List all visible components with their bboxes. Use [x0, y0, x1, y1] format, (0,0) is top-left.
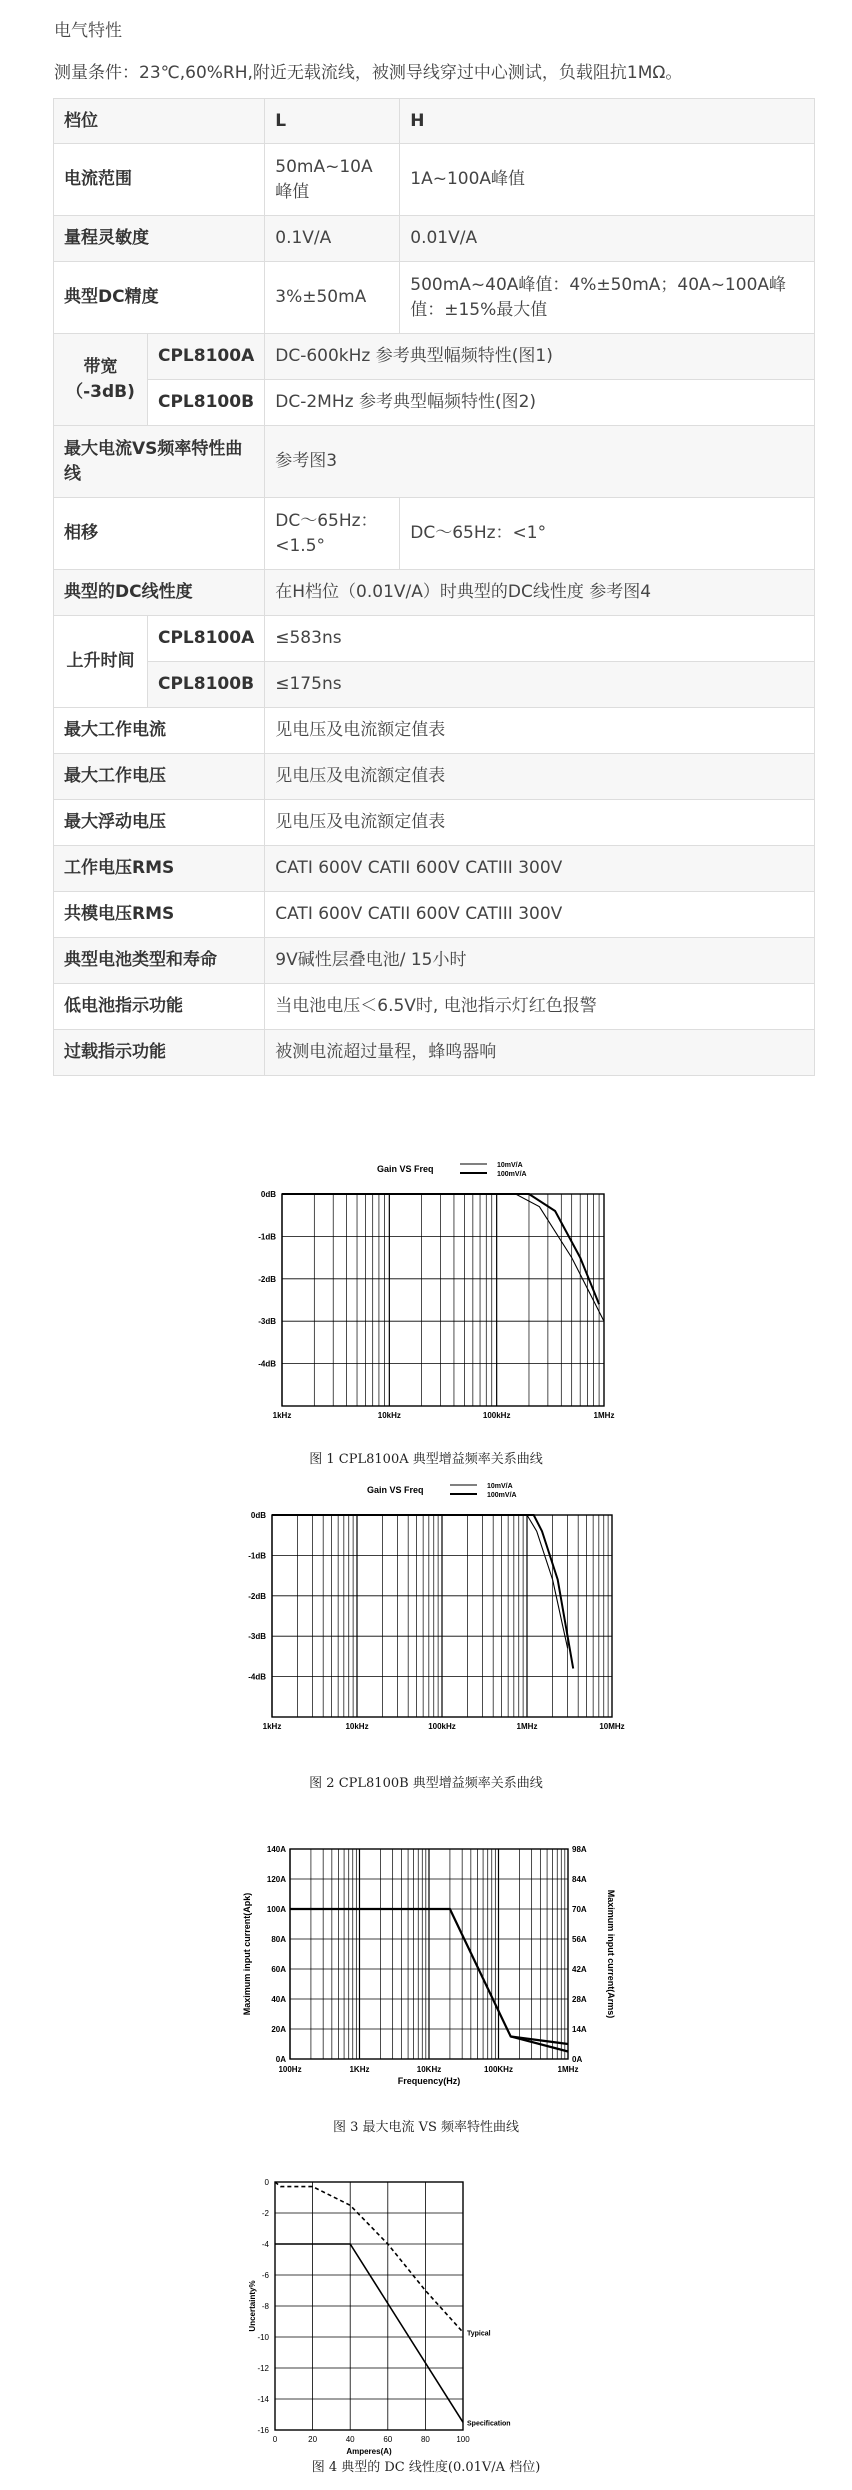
figure4-caption: 图 4 典型的 DC 线性度(0.01V/A 档位)	[311, 2460, 541, 2475]
figure1-caption: 图 1 CPL8100A 典型增益频率关系曲线	[309, 1452, 543, 1467]
test-condition: 测量条件：23℃,60%RH,附近无载流线，被测导线穿过中心测试，负载阻抗1MΩ。	[54, 63, 683, 83]
chart-title: Gain VS Freq	[367, 1485, 424, 1495]
spec-table	[53, 98, 815, 1076]
legend-label: 100mV/A	[497, 1171, 527, 1178]
legend-label: 100mV/A	[487, 1492, 517, 1499]
y-tick-label: -4dB	[248, 1672, 266, 1682]
y2-tick-label: 84A	[572, 1875, 587, 1884]
y-tick-label: -2	[261, 2209, 269, 2218]
y-tick-label: -1dB	[258, 1232, 276, 1242]
y-tick-label: -6	[261, 2271, 269, 2280]
y-tick-label: -8	[261, 2302, 269, 2311]
y-tick-label: 0dB	[250, 1511, 266, 1520]
y2-tick-label: 0A	[572, 2055, 583, 2064]
y-tick-label: -3dB	[248, 1632, 266, 1642]
y-tick-label: 60A	[271, 1965, 286, 1974]
table-row: 带宽（-3dB) CPL8100A DC-600kHz 参考典型幅频特性(图1)	[54, 334, 815, 380]
x-tick-label: 10kHz	[377, 1411, 401, 1420]
x-tick-label: 60	[383, 2435, 393, 2444]
table-row: CPL8100B ≤175ns	[54, 662, 815, 708]
x-tick-label: 100kHz	[428, 1722, 456, 1731]
section-heading: 电气特性	[54, 21, 122, 41]
y-tick-label: -4dB	[258, 1359, 276, 1369]
y-tick-label: -1dB	[248, 1551, 266, 1561]
y2-tick-label: 56A	[572, 1935, 587, 1944]
table-row: 最大浮动电压 见电压及电流额定值表	[54, 800, 815, 846]
table-row: 过载指示功能 被测电流超过量程，蜂鸣器响	[54, 1030, 815, 1076]
figure2-caption: 图 2 CPL8100B 典型增益频率关系曲线	[309, 1776, 543, 1791]
x-tick-label: 1MHz	[516, 1722, 538, 1731]
y-tick-label: -12	[257, 2364, 269, 2373]
x-tick-label: 100KHz	[484, 2065, 513, 2074]
x-tick-label: 100kHz	[482, 1411, 511, 1420]
y-tick-label: -10	[257, 2333, 269, 2342]
legend-label: 10mV/A	[487, 1483, 513, 1490]
dc-linearity-chart	[235, 2165, 655, 2456]
table-row: 最大工作电压 见电压及电流额定值表	[54, 754, 815, 800]
x-tick-label: 100Hz	[278, 2065, 302, 2074]
y-tick-label: 120A	[266, 1875, 286, 1884]
x-axis-label: Frequency(Hz)	[397, 2076, 461, 2086]
y-tick-label: -16	[257, 2426, 269, 2435]
x-axis-label: Amperes(A)	[346, 2447, 392, 2456]
series-label: Specification	[467, 2420, 511, 2428]
y2-tick-label: 42A	[572, 1965, 587, 1974]
x-tick-label: 10MHz	[599, 1722, 625, 1731]
y-tick-label: 140A	[266, 1845, 286, 1854]
x-tick-label: 1KHz	[349, 2065, 370, 2074]
x-tick-label: 20	[308, 2435, 318, 2444]
table-row: 最大工作电流 见电压及电流额定值表	[54, 708, 815, 754]
y-tick-label: -3dB	[258, 1317, 276, 1327]
y-tick-label: 20A	[271, 2025, 286, 2034]
chart-title: Gain VS Freq	[377, 1164, 434, 1174]
x-tick-label: 10kHz	[345, 1722, 369, 1731]
y2-tick-label: 98A	[572, 1845, 587, 1854]
series-label: Typical	[467, 2330, 491, 2338]
gain-chart-cpl8100b	[230, 1475, 630, 1750]
y-tick-label: 0A	[275, 2055, 286, 2064]
y-tick-label: -14	[257, 2395, 269, 2404]
series-line	[272, 1515, 573, 1669]
x-tick-label: 1MHz	[593, 1411, 615, 1420]
y-tick-label: -4	[261, 2240, 269, 2249]
x-tick-label: 1kHz	[272, 1411, 292, 1420]
table-row: 典型DC精度 3%±50mA 500mA~40A峰值：4%±50mA；40A~100A峰值：±15%最大值	[54, 262, 815, 334]
table-row: 量程灵敏度 0.1V/A 0.01V/A	[54, 216, 815, 262]
y-tick-label: 100A	[266, 1905, 286, 1914]
table-row: CPL8100B DC-2MHz 参考典型幅频特性(图2)	[54, 380, 815, 426]
y2-tick-label: 28A	[572, 1995, 587, 2004]
y-tick-label: 40A	[271, 1995, 286, 2004]
series-line	[275, 2244, 463, 2422]
plot-frame	[282, 1194, 604, 1406]
y-axis-label: Maximum input current(Apk)	[242, 1892, 252, 2016]
y2-tick-label: 70A	[572, 1905, 587, 1914]
table-row: 上升时间 CPL8100A ≤583ns	[54, 616, 815, 662]
y-tick-label: -2dB	[248, 1591, 266, 1601]
max-current-chart	[240, 1835, 620, 2095]
x-tick-label: 80	[420, 2435, 430, 2444]
y-axis-label: Uncertainty%	[248, 2280, 257, 2332]
table-row: 最大电流VS频率特性曲线 参考图3	[54, 426, 815, 498]
y-tick-label: 80A	[271, 1935, 286, 1944]
y-tick-label: -2dB	[258, 1274, 276, 1284]
y-tick-label: 0dB	[260, 1190, 276, 1199]
table-row: 典型的DC线性度 在H档位（0.01V/A）时典型的DC线性度 参考图4	[54, 570, 815, 616]
x-tick-label: 40	[345, 2435, 355, 2444]
table-row: 相移 DC～65Hz：<1.5° DC～65Hz：<1°	[54, 498, 815, 570]
table-row: 电流范围 50mA~10A峰值 1A~100A峰值	[54, 144, 815, 216]
table-row: 档位 L H	[54, 99, 815, 144]
x-tick-label: 0	[272, 2435, 278, 2444]
figure3-caption: 图 3 最大电流 VS 频率特性曲线	[332, 2120, 520, 2135]
table-row: 共模电压RMS CATI 600V CATII 600V CATIII 300V	[54, 892, 815, 938]
x-tick-label: 1kHz	[262, 1722, 282, 1731]
series-line	[275, 2182, 463, 2332]
y-tick-label: 0	[264, 2178, 269, 2187]
y2-axis-label: Maximum input current(Arms)	[606, 1889, 616, 2019]
table-row: 典型电池类型和寿命 9V碱性层叠电池/ 15小时	[54, 938, 815, 984]
y2-tick-label: 14A	[572, 2025, 587, 2034]
legend-label: 10mV/A	[497, 1162, 523, 1169]
x-tick-label: 10KHz	[416, 2065, 442, 2074]
x-tick-label: 100	[456, 2435, 470, 2444]
x-tick-label: 1MHz	[557, 2065, 579, 2074]
table-row: 低电池指示功能 当电池电压＜6.5V时, 电池指示灯红色报警	[54, 984, 815, 1030]
gain-chart-cpl8100a	[240, 1150, 620, 1430]
table-row: 工作电压RMS CATI 600V CATII 600V CATIII 300V	[54, 846, 815, 892]
